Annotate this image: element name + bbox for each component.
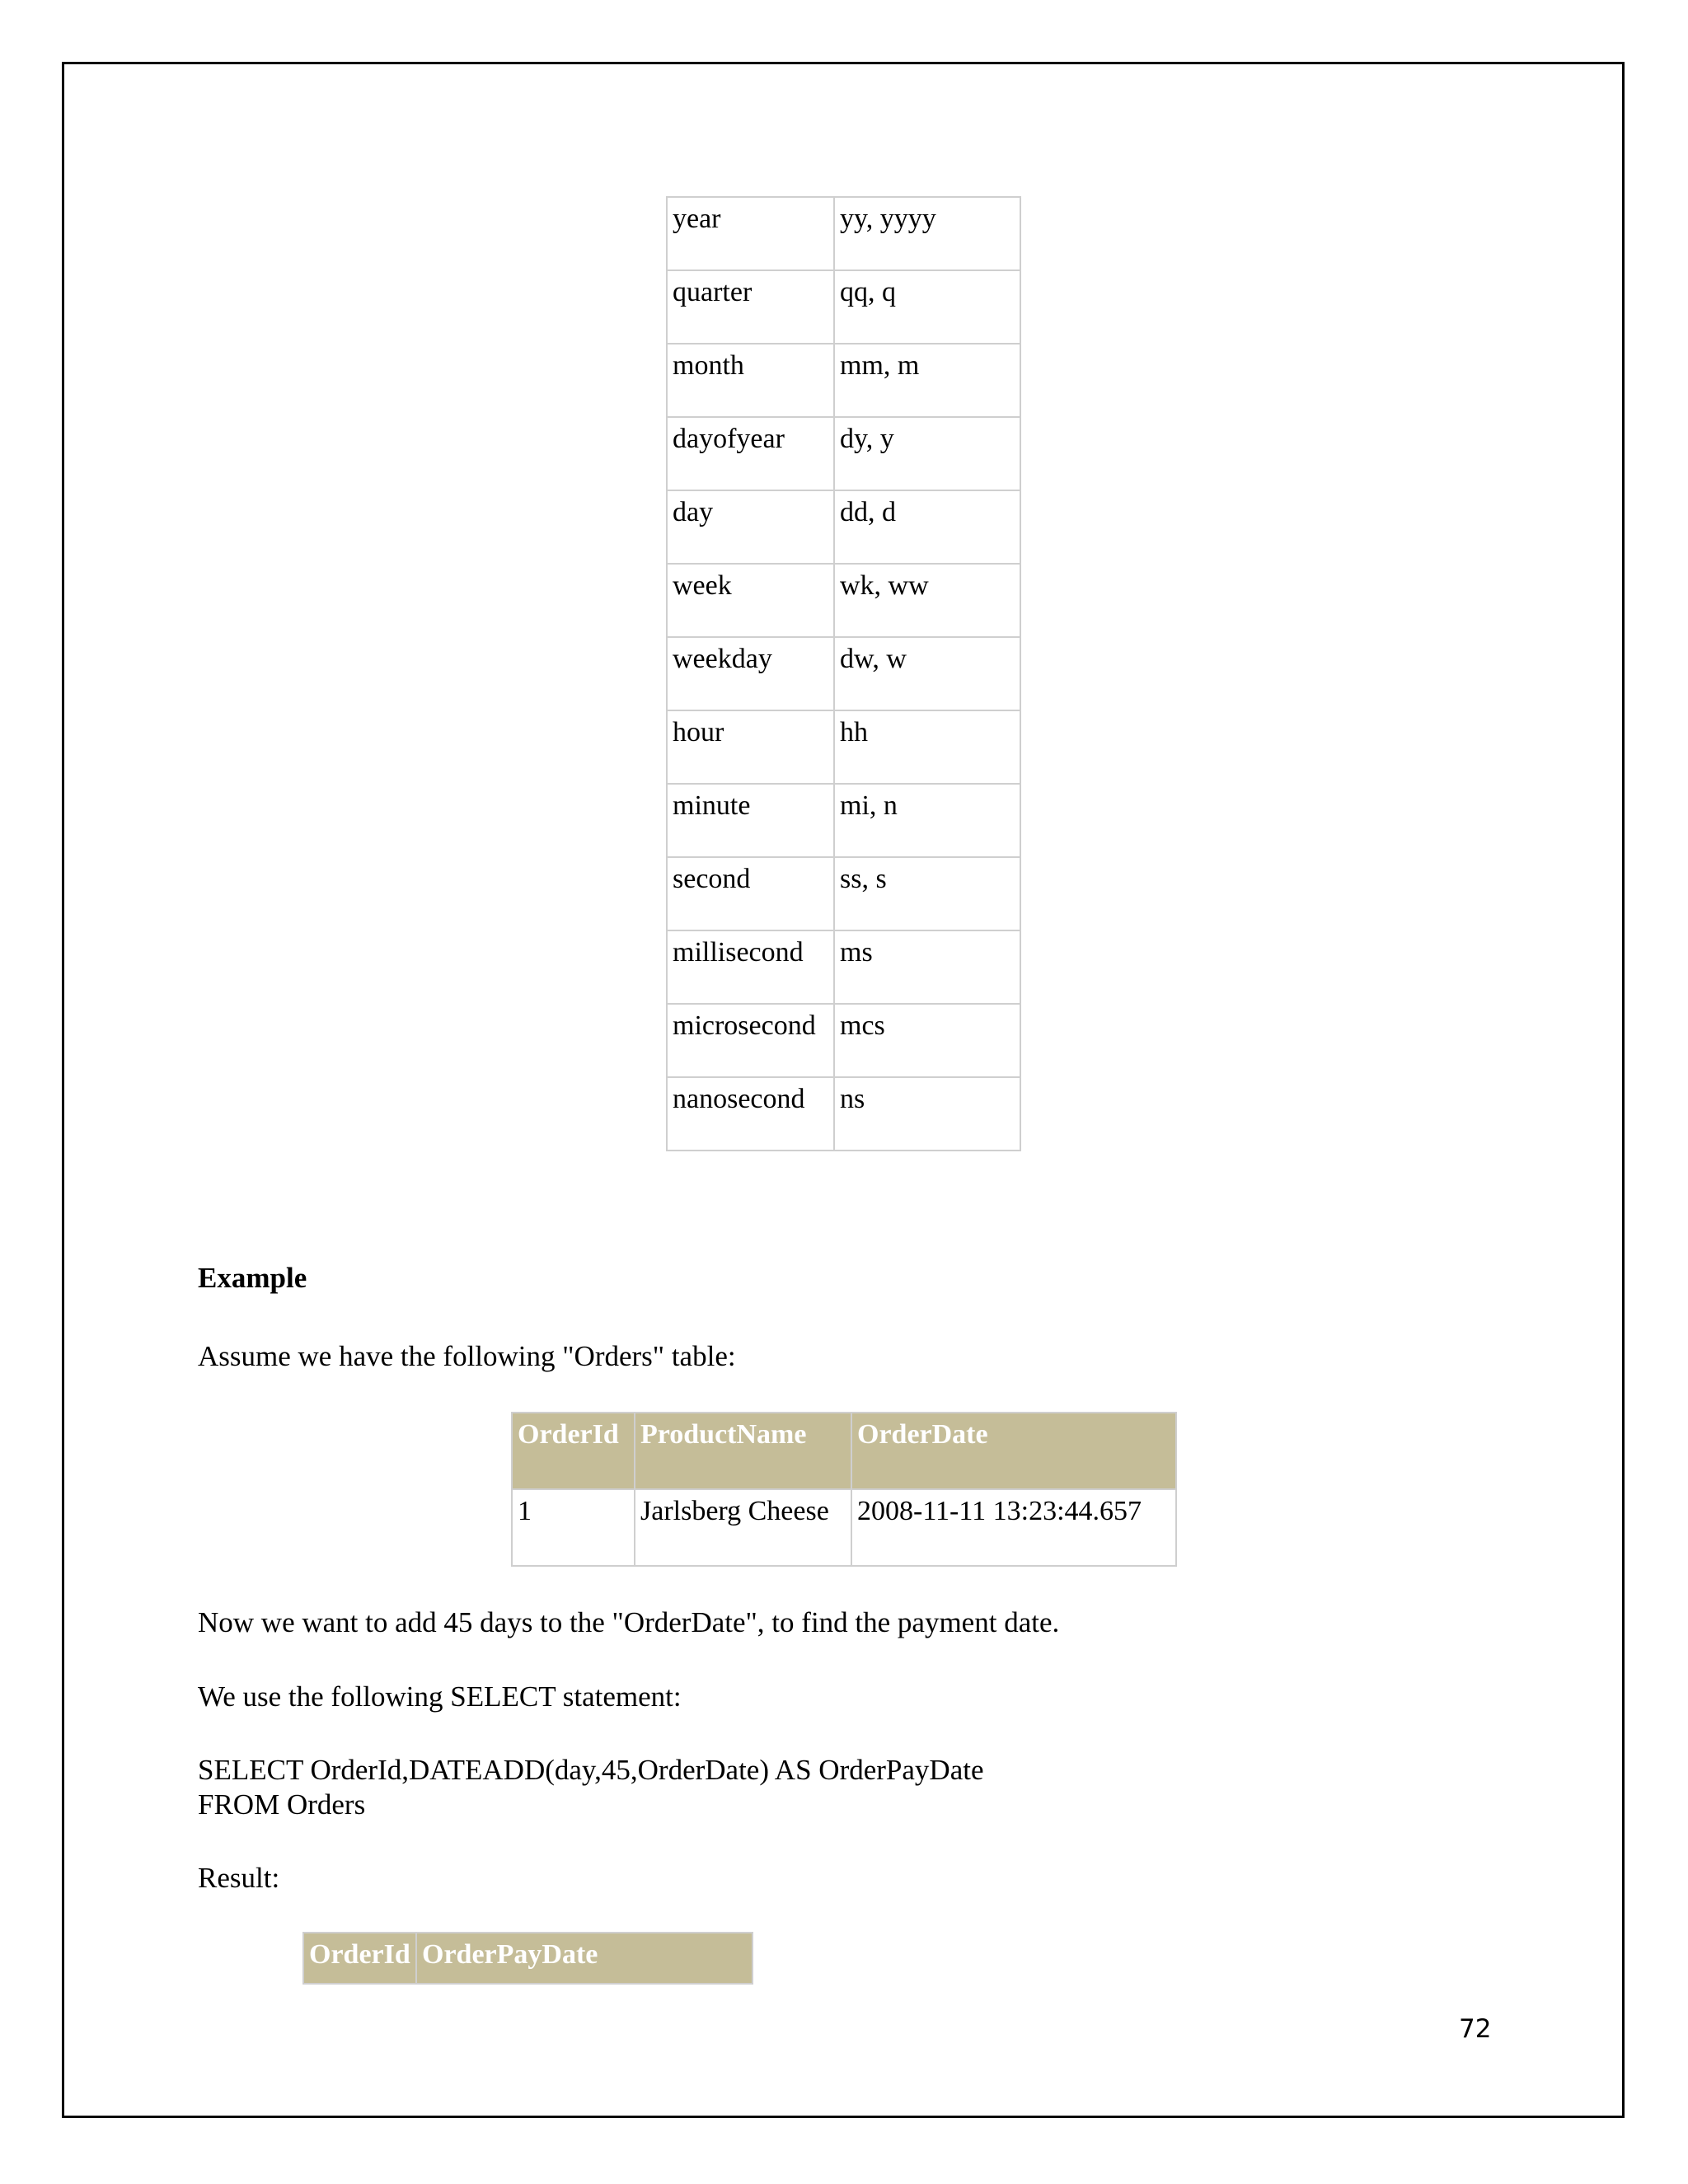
abbreviation-cell: wk, ww — [834, 564, 1020, 637]
datepart-cell: minute — [667, 784, 834, 857]
abbreviation-cell: ns — [834, 1077, 1020, 1151]
table-row — [667, 197, 1020, 270]
table-row — [667, 784, 1020, 857]
column-header-orderid: OrderId — [512, 1413, 635, 1489]
abbreviation-cell: ss, s — [834, 857, 1020, 930]
page-number: 72 — [1459, 2014, 1492, 2044]
abbreviation-cell: hh — [834, 710, 1020, 784]
datepart-table — [666, 196, 1021, 1151]
orderdate-cell: 2008-11-11 13:23:44.657 — [851, 1489, 1176, 1566]
table-row — [667, 490, 1020, 564]
orderid-cell: 1 — [512, 1489, 635, 1566]
sql-line-1: SELECT OrderId,DATEADD(day,45,OrderDate) AS OrderPayDate — [198, 1754, 984, 1786]
datepart-cell: microsecond — [667, 1004, 834, 1077]
column-header-orderid: OrderId — [303, 1933, 416, 1984]
add-days-text: Now we want to add 45 days to the "OrderDate", to find the payment date. — [198, 1606, 1060, 1638]
datepart-cell: millisecond — [667, 930, 834, 1004]
abbreviation-cell: yy, yyyy — [834, 197, 1020, 270]
productname-cell: Jarlsberg Cheese — [635, 1489, 851, 1566]
table-row — [667, 270, 1020, 344]
datepart-cell: day — [667, 490, 834, 564]
abbreviation-cell: qq, q — [834, 270, 1020, 344]
table-row — [667, 710, 1020, 784]
datepart-cell: quarter — [667, 270, 834, 344]
datepart-cell: year — [667, 197, 834, 270]
table-row — [667, 344, 1020, 417]
datepart-cell: dayofyear — [667, 417, 834, 490]
datepart-cell: nanosecond — [667, 1077, 834, 1151]
abbreviation-cell: ms — [834, 930, 1020, 1004]
table-row — [667, 930, 1020, 1004]
table-header-row — [512, 1413, 1176, 1489]
datepart-cell: second — [667, 857, 834, 930]
table-row — [667, 637, 1020, 710]
datepart-cell: hour — [667, 710, 834, 784]
datepart-cell: month — [667, 344, 834, 417]
table-row — [667, 857, 1020, 930]
table-row — [667, 564, 1020, 637]
abbreviation-cell: dy, y — [834, 417, 1020, 490]
table-row — [667, 1004, 1020, 1077]
table-row — [667, 417, 1020, 490]
result-table — [302, 1932, 753, 1985]
abbreviation-cell: mcs — [834, 1004, 1020, 1077]
orders-table — [511, 1412, 1177, 1567]
column-header-productname: ProductName — [635, 1413, 851, 1489]
table-row — [512, 1489, 1176, 1566]
sql-line-2: FROM Orders — [198, 1788, 366, 1821]
result-label: Result: — [198, 1862, 280, 1894]
example-heading: Example — [198, 1262, 307, 1294]
table-header-row — [303, 1933, 753, 1984]
column-header-orderpaydate: OrderPayDate — [416, 1933, 753, 1984]
select-intro-text: We use the following SELECT statement: — [198, 1680, 682, 1713]
datepart-cell: week — [667, 564, 834, 637]
abbreviation-cell: mm, m — [834, 344, 1020, 417]
abbreviation-cell: dd, d — [834, 490, 1020, 564]
table-row — [667, 1077, 1020, 1151]
abbreviation-cell: mi, n — [834, 784, 1020, 857]
datepart-cell: weekday — [667, 637, 834, 710]
orders-intro-text: Assume we have the following "Orders" table: — [198, 1340, 736, 1372]
column-header-orderdate: OrderDate — [851, 1413, 1176, 1489]
abbreviation-cell: dw, w — [834, 637, 1020, 710]
